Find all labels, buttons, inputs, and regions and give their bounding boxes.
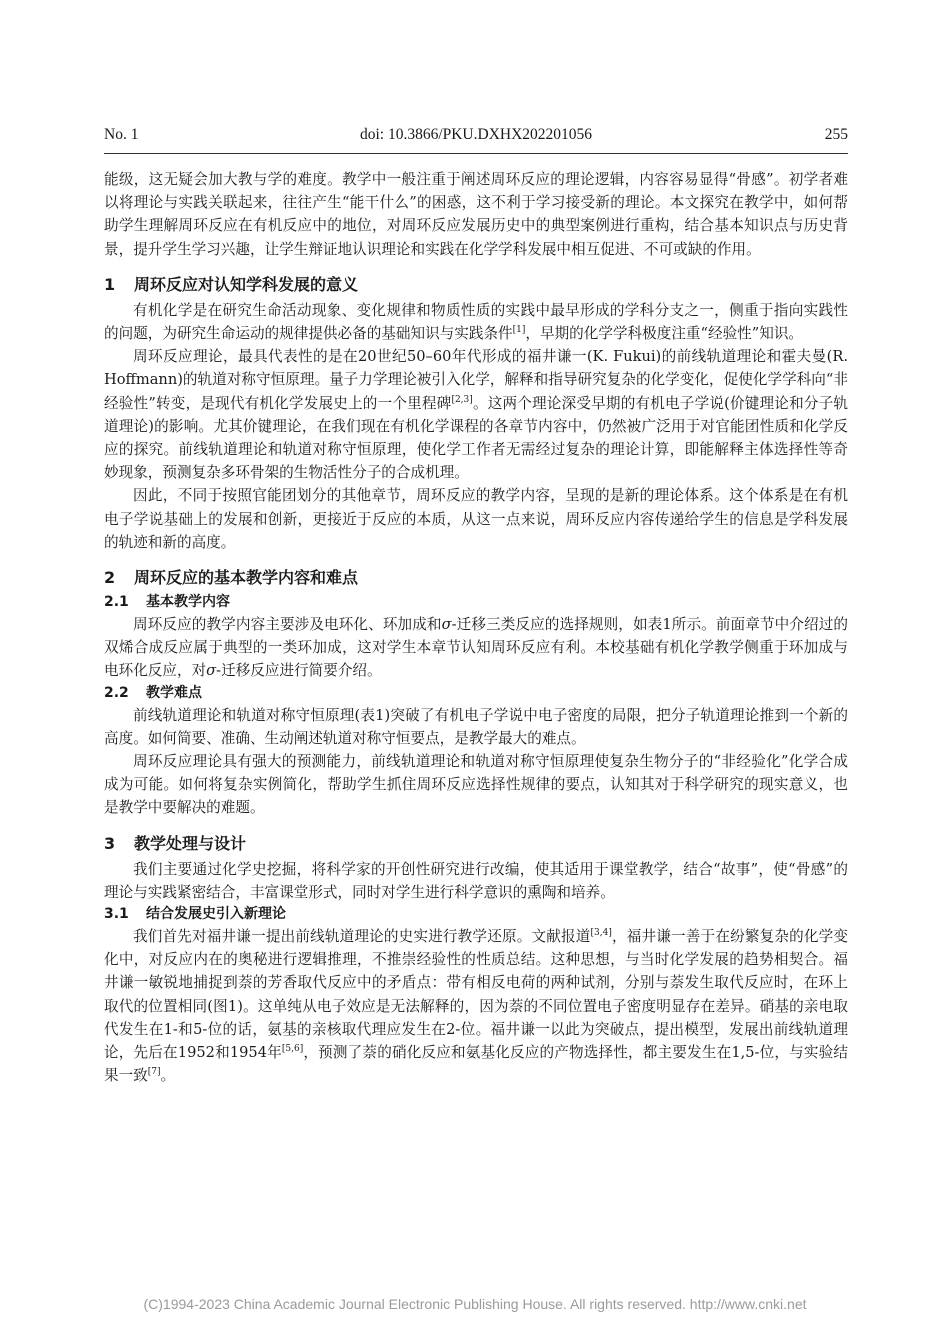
citation[interactable]: [5,6] — [281, 1044, 304, 1055]
copyright-footer: (C)1994-2023 China Academic Journal Electronic Publishing House. All rights reserved. http://www.cnki.net — [143, 1296, 807, 1312]
subsection-number: 2.2 — [104, 684, 129, 701]
section-3-heading — [104, 832, 848, 856]
section-number: 3 — [104, 833, 116, 853]
citation[interactable]: [2,3] — [451, 394, 473, 405]
paragraph: 因此，不同于按照官能团划分的其他章节，周环反应的教学内容，呈现的是新的理论体系。这个体系是在有机电子学说基础上的发展和创新，更接近于反应的本质，从这一点来说，周环反应内容传递给学生的信息是学科发展的轨迹和新的高度。 — [104, 487, 848, 551]
paragraph: 前线轨道理论和轨道对称守恒原理(表1)突破了有机电子学说中电子密度的局限，把分子轨道理论推到一个新的高度。如何简要、准确、生动阐述轨道对称守恒要点，是教学最大的难点。 — [104, 706, 848, 747]
subsection-3-1-heading — [104, 904, 848, 925]
citation[interactable]: [1] — [512, 325, 526, 336]
section-title: 教学处理与设计 — [134, 833, 247, 853]
article-body — [104, 168, 848, 1088]
paragraph: 我们主要通过化学史挖掘，将科学家的开创性研究进行改编，使其适用于课堂教学，结合“故事”，使“骨感”的理论与实践紧密结合，丰富课堂形式，同时对学生进行科学意识的熏陶和培养。 — [104, 860, 848, 901]
subsection-title: 基本教学内容 — [146, 594, 230, 611]
citation[interactable]: [7] — [147, 1067, 161, 1078]
paragraph: 有机化学是在研究生命活动现象、变化规律和物质性质的实践中最早形成的学科分支之一，侧重于指向实践性的问题，为研究生命运动的规律提供必备的基础知识与实践条件[1]，早期的化学学科极度注重“经验性”知识。 — [104, 301, 848, 343]
section-number: 1 — [104, 274, 116, 294]
page-number: 255 — [824, 126, 848, 143]
section-1-heading — [104, 273, 848, 297]
intro-paragraph: 能级，这无疑会加大教与学的难度。教学中一般注重于阐述周环反应的理论逻辑，内容容易显得“骨感”。初学者难以将理论与实践关联起来，往往产生“能干什么”的困惑，这不利于学习接受新的理论。本文探究在教学中，如何帮助学生理解周环反应在有机反应中的地位，对周环反应发展历史中的典型案例进行重构，结合基本知识点与历史背景，提升学生学习兴趣，让学生辩证地认识理论和实践在化学学科发展中相互促进、不可或缺的作用。 — [104, 171, 848, 258]
paragraph: 周环反应的教学内容主要涉及电环化、环加成和σ-迁移三类反应的选择规则，如表1所示。前面章节中介绍过的双烯合成反应属于典型的一类环加成，这对学生本章节认知周环反应有利。本校基础有机化学教学侧重于环加成与电环化反应，对σ-迁移反应进行简要介绍。 — [104, 616, 849, 680]
paragraph: 我们首先对福井谦一提出前线轨道理论的史实进行教学还原。文献报道[3,4]，福井谦一善于在纷繁复杂的化学变化中，对反应内在的奥秘进行逻辑推理，不推崇经验性的性质总结。这种思想，与当时化学发展的趋势相契合。福井谦一敏锐地捕捉到萘的芳香取代反应中的矛盾点：带有相反电荷的两种试剂，分别与萘发生取代反应时，在环上取代的位置相同(图1)。这单纯从电子效应是无法解释的，因为萘的不同位置电子密度明显存在差异。硝基的亲电取代发生在1-和5-位的话，氨基的亲核取代理应发生在2-位。福井谦一以此为突破点，提出模型，发展出前线轨道理论，先后在1952和1954年[5,6]，预测了萘的硝化反应和氨基化反应的产物选择性，都主要发生在1,5-位，与实验结果一致[7]。 — [104, 928, 848, 1085]
section-title: 周环反应的基本教学内容和难点 — [134, 568, 359, 588]
section-title: 周环反应对认知学科发展的意义 — [134, 274, 359, 294]
subsection-number: 3.1 — [104, 906, 129, 923]
subsection-2-2-heading — [104, 683, 848, 704]
section-2-heading — [104, 566, 848, 590]
paragraph: 周环反应理论，最具代表性的是在20世纪50–60年代形成的福井谦一(K. Fukui)的前线轨道理论和霍夫曼(R. Hoffmann)的轨道对称守恒原理。量子力学理论被引入化学，解释和指导研究复杂的化学变化，促使化学学科向“非经验性”转变，是现代有机化学发展史上的一个里程碑[2,3]。这两个理论深受早期的有机电子学说(价键理论和分子轨道理论)的影响。尤其价键理论，在我们现在有机化学课程的各章节内容中，仍然被广泛用于对官能团性质和化学反应的探究。前线轨道理论和轨道对称守恒原理，使化学工作者无需经过复杂的理论计算，即能解释主体选择性等奇妙现象，预测复杂多环骨架的生物活性分子的合成机理。 — [104, 348, 848, 482]
paragraph: 周环反应理论具有强大的预测能力，前线轨道理论和轨道对称守恒原理使复杂生物分子的“非经验化”化学合成成为可能。如何将复杂实例简化，帮助学生抓住周环反应选择性规律的要点，认知其对于科学研究的现实意义，也是教学中要解决的难题。 — [104, 753, 848, 817]
citation[interactable]: [3,4] — [590, 928, 612, 939]
subsection-number: 2.1 — [104, 594, 129, 611]
header-rule — [104, 153, 848, 154]
subsection-title: 教学难点 — [146, 684, 202, 701]
issue-number: No. 1 — [104, 126, 139, 143]
section-number: 2 — [104, 568, 116, 588]
subsection-2-1-heading — [104, 592, 848, 613]
doi[interactable]: doi: 10.3866/PKU.DXHX202201056 — [359, 126, 593, 143]
subsection-title: 结合发展史引入新理论 — [146, 906, 286, 923]
running-header — [104, 126, 848, 148]
